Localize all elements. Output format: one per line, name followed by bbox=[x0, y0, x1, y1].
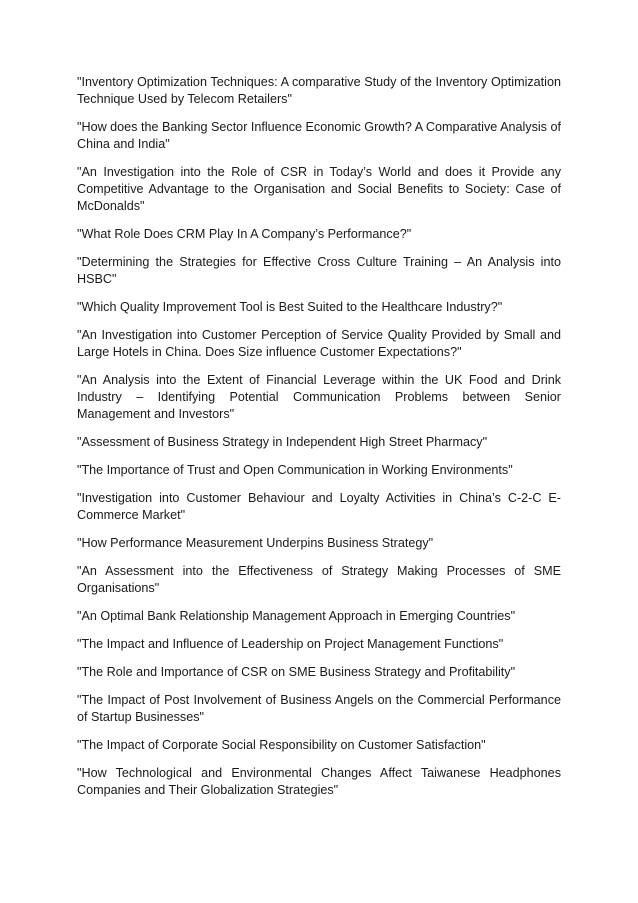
topic-paragraph: "Investigation into Customer Behaviour and Loyalty Activities in China’s C-2-C E-Commerce Market" bbox=[77, 491, 561, 522]
topic-paragraph: "How does the Banking Sector Influence Economic Growth? A Comparative Analysis of China and India" bbox=[77, 120, 561, 151]
topic-paragraph: "An Assessment into the Effectiveness of Strategy Making Processes of SME Organisations" bbox=[77, 564, 561, 595]
topic-paragraph: "An Investigation into the Role of CSR in Today’s World and does it Provide any Competitive Advantage to the Organisation and Social Benefits to Society: Case of McDonalds" bbox=[77, 165, 561, 213]
topic-paragraph: "What Role Does CRM Play In A Company’s Performance?" bbox=[77, 227, 412, 241]
topic-list bbox=[77, 74, 561, 810]
topic-paragraph: "Assessment of Business Strategy in Independent High Street Pharmacy" bbox=[77, 435, 488, 449]
topic-paragraph: "The Impact of Post Involvement of Business Angels on the Commercial Performance of Startup Businesses" bbox=[77, 693, 561, 724]
topic-paragraph: "An Investigation into Customer Perception of Service Quality Provided by Small and Large Hotels in China. Does Size influence Customer Expectations?" bbox=[77, 328, 561, 359]
topic-paragraph: "The Impact of Corporate Social Responsibility on Customer Satisfaction" bbox=[77, 738, 486, 752]
topic-paragraph: "Inventory Optimization Techniques: A comparative Study of the Inventory Optimization Technique Used by Telecom Retailers" bbox=[77, 75, 561, 106]
topic-paragraph: "The Impact and Influence of Leadership on Project Management Functions" bbox=[77, 637, 504, 651]
topic-paragraph: "An Optimal Bank Relationship Management Approach in Emerging Countries" bbox=[77, 609, 516, 623]
topic-paragraph: "How Technological and Environmental Changes Affect Taiwanese Headphones Companies and Their Globalization Strategies" bbox=[77, 766, 561, 797]
topic-paragraph: "An Analysis into the Extent of Financial Leverage within the UK Food and Drink Industry – Identifying Potential Communication Problems between Senior Management and Investors" bbox=[77, 373, 561, 421]
topic-paragraph: "Which Quality Improvement Tool is Best Suited to the Healthcare Industry?" bbox=[77, 300, 503, 314]
topic-paragraph: "How Performance Measurement Underpins Business Strategy" bbox=[77, 536, 434, 550]
topic-paragraph: "The Importance of Trust and Open Communication in Working Environments" bbox=[77, 463, 513, 477]
topic-paragraph: "The Role and Importance of CSR on SME Business Strategy and Profitability" bbox=[77, 665, 516, 679]
topic-paragraph: "Determining the Strategies for Effective Cross Culture Training – An Analysis into HSBC" bbox=[77, 255, 561, 286]
